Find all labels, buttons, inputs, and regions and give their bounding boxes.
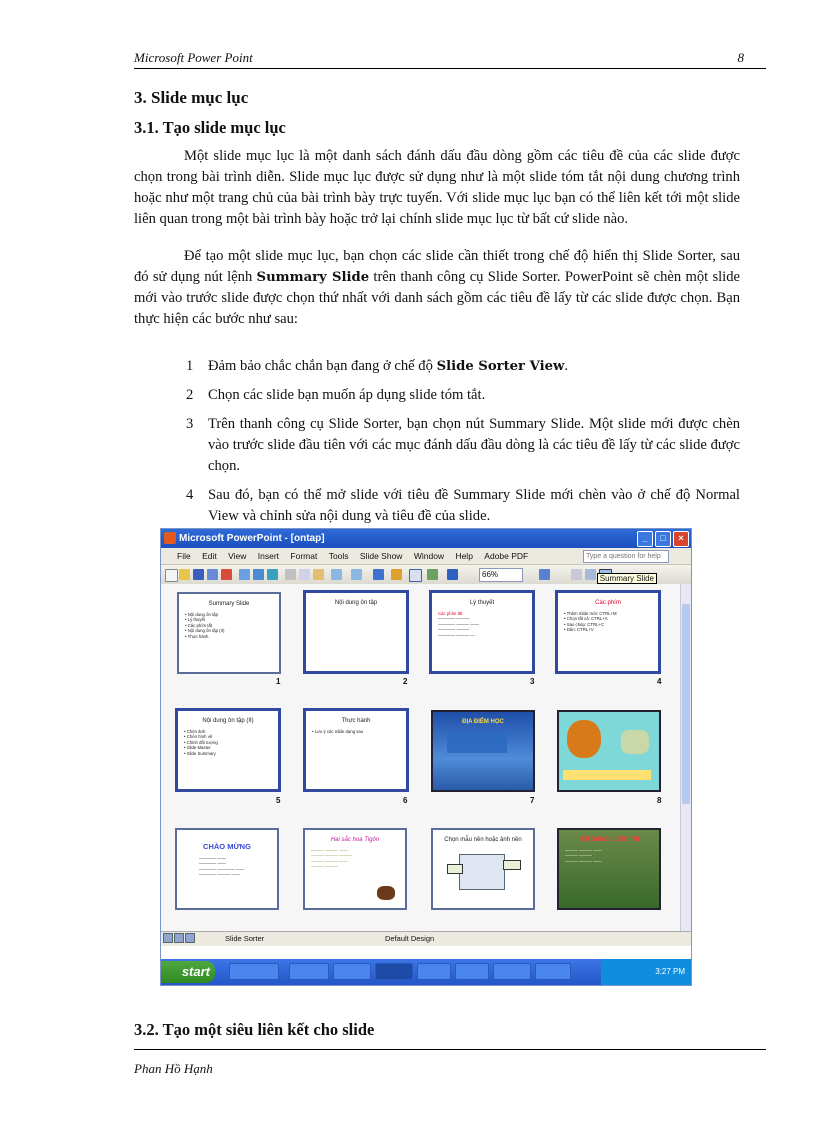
- vertical-scrollbar[interactable]: [680, 584, 691, 931]
- slide-sorter-pane: [161, 584, 681, 931]
- slide-transition-icon[interactable]: [571, 569, 582, 580]
- step-number: 1: [186, 358, 194, 374]
- menu-edit[interactable]: Edit: [202, 551, 217, 561]
- taskbar-item[interactable]: [535, 963, 571, 980]
- step-number: 4: [186, 487, 194, 503]
- para2-text-b: trên thanh công cụ Slide Sorter. PowerPoint sẽ chèn một slide mới vào trước slide được chọn thứ nhất với danh sách gồm các tiêu đề lấy từ các slide được chọn. Bạn thực hiện các bước như sau:: [134, 269, 741, 327]
- color-icon[interactable]: [447, 569, 458, 580]
- slide-bullet: Lưu ý các Slide dạng sau: [314, 729, 364, 734]
- slideshow-view-icon[interactable]: [185, 933, 195, 943]
- hide-slide-icon[interactable]: [585, 569, 596, 580]
- steps-list: [186, 356, 740, 535]
- slide-bullet: Thực hành: [187, 633, 209, 639]
- slide-title: Chọn mẫu nền hoặc ảnh nền: [444, 837, 522, 843]
- header-title: Microsoft Power Point: [134, 50, 253, 65]
- slide-thumbnail[interactable]: [303, 590, 409, 674]
- slide-bullet: Các phím tắt: [187, 622, 213, 628]
- menu-adobe-pdf[interactable]: Adobe PDF: [484, 551, 529, 561]
- minimize-icon[interactable]: _: [637, 531, 653, 547]
- slide-title: NỘI DUNG CUỘC THI: [578, 837, 640, 843]
- preview-icon[interactable]: [253, 569, 264, 580]
- slide-title: Hai sắc hoa Tigôn: [330, 837, 380, 843]
- slide-thumbnail[interactable]: CHÀO MỪNG ———— —— ———— —— ———— ———— —— ———— ——— ——: [175, 828, 279, 910]
- slide-bullet: Chỉnh đối tượng: [186, 739, 218, 745]
- status-view: Slide Sorter: [225, 934, 265, 943]
- chart-icon[interactable]: [427, 569, 438, 580]
- help-icon[interactable]: [539, 569, 550, 580]
- step-item: [186, 356, 740, 377]
- taskbar-item[interactable]: [455, 963, 489, 980]
- slide-thumbnail[interactable]: Nội dung ôn tập (II) • Chèn ảnh • Chèn hình vẽ • Chỉnh đối tượng • Slide Master • Slide Summary: [175, 708, 281, 792]
- slide-title: Nội dung ôn tập: [334, 600, 378, 606]
- slide-title: ĐỊA ĐIỂM HỌC: [462, 719, 504, 725]
- menu-view[interactable]: View: [228, 551, 247, 561]
- new-icon[interactable]: [165, 569, 178, 582]
- paragraph-2: [134, 246, 740, 330]
- slide-number: 6: [403, 796, 408, 805]
- menu-format[interactable]: Format: [290, 551, 318, 561]
- step-item: [186, 485, 740, 527]
- status-design: Default Design: [385, 934, 435, 943]
- permission-icon[interactable]: [207, 569, 218, 580]
- menu-tools[interactable]: Tools: [328, 551, 349, 561]
- window-title: Microsoft PowerPoint - [ontap]: [179, 533, 325, 544]
- spelling-icon[interactable]: [267, 569, 278, 580]
- step-bold: Slide Sorter View: [436, 359, 565, 374]
- menu-help[interactable]: Help: [455, 551, 473, 561]
- paragraph-1: Một slide mục lục là một danh sách đánh dấu đầu dòng gồm các tiêu đề của các slide được chọn trong bài trình diễn. Slide mục lục được sử dụng như là một slide tóm tắt nội dung chương trình hoặc như một trang chủ của bài trình bày trực tuyến. Với slide mục lục bạn có thể liên kết tới một slide liên quan trong một bài trình bày hoặc trở lại chính slide mục lục từ bất cứ slide nào.: [134, 148, 740, 227]
- redo-icon[interactable]: [351, 569, 362, 580]
- status-bar: [161, 931, 691, 946]
- open-icon[interactable]: [179, 569, 190, 580]
- sorter-view-icon[interactable]: [174, 933, 184, 943]
- subsection-title: 3.1. Tạo slide mục lục: [134, 118, 286, 137]
- menu-insert[interactable]: Insert: [257, 551, 280, 561]
- taskbar-item[interactable]: [493, 963, 531, 980]
- slide-bullet: Chèn ảnh: [186, 729, 206, 734]
- slide-bullet: Chèn hình vẽ: [186, 734, 213, 740]
- slide-number: 2: [403, 677, 408, 686]
- slide-thumbnail[interactable]: Thực hành • Lưu ý các Slide dạng sau: [303, 708, 409, 792]
- slide-bullet: Chọn tất cả: CTRL+A: [566, 616, 608, 622]
- step-text: Sau đó, bạn có thể mở slide với tiêu đề Summary Slide mới chèn vào ở chế độ Normal View và chỉnh sửa nội dung và tiêu đề của slide.: [208, 487, 740, 524]
- subsection-2-title: 3.2. Tạo một siêu liên kết cho slide: [134, 1020, 375, 1039]
- slide-number: 5: [276, 796, 281, 805]
- help-search-input[interactable]: Type a question for help: [583, 550, 669, 563]
- normal-view-icon[interactable]: [163, 933, 173, 943]
- lion-image: [567, 720, 601, 758]
- page-header: [134, 48, 766, 69]
- slide-title: Các phím: [595, 600, 621, 606]
- email-icon[interactable]: [221, 569, 232, 580]
- step-text: Đảm bảo chắc chắn bạn đang ở chế độ: [208, 358, 437, 374]
- undo-icon[interactable]: [331, 569, 342, 580]
- slide-title: Thực hành: [341, 718, 371, 724]
- footer-author: Phan Hồ Hạnh: [134, 1061, 213, 1076]
- slide-title: Lý thuyết: [469, 600, 495, 606]
- print-icon[interactable]: [239, 569, 250, 580]
- taskbar-item[interactable]: [417, 963, 451, 980]
- menu-file[interactable]: File: [177, 551, 191, 561]
- slide-bullet: Lý thuyết: [187, 617, 206, 623]
- menu-window[interactable]: Window: [413, 551, 445, 561]
- step-text: Trên thanh công cụ Slide Sorter, bạn chọn nút Summary Slide. Một slide mới được chèn vào trước slide đầu tiên với các mục đánh dấu đầu dòng là các tiêu đề lấy từ các slide được chọn.: [208, 416, 740, 474]
- taskbar-item-powerpoint[interactable]: [375, 963, 413, 980]
- slide-thumbnail[interactable]: [557, 710, 661, 792]
- quick-launch[interactable]: [229, 963, 279, 980]
- slide-number: 1: [276, 677, 281, 686]
- window-titlebar: [161, 529, 691, 548]
- slide-bullet: Các phím tắt: [438, 611, 463, 616]
- close-icon[interactable]: ×: [673, 531, 689, 547]
- slide-thumbnail[interactable]: Hai sắc hoa Tigôn ——— ——— —— ——— ——— ——— ——— ——— —— ——— ———: [303, 828, 407, 910]
- cut-icon[interactable]: [285, 569, 296, 580]
- step-number: 3: [186, 416, 194, 432]
- slide-bullet: Nội dung ôn tập (II): [187, 628, 225, 634]
- clock: 3:27 PM: [655, 967, 685, 976]
- tables-icon[interactable]: [391, 569, 402, 580]
- powerpoint-screenshot: [160, 528, 692, 986]
- squirrel-image: [621, 730, 649, 754]
- para2-text-a: Để tạo một slide mục lục, bạn chọn các slide cần thiết trong chế độ hiển thị Slide Sorter, sau đó sử dụng nút lệnh: [134, 248, 740, 285]
- slide-title: CHÀO MỪNG: [203, 842, 251, 851]
- powerpoint-icon: [164, 532, 176, 544]
- slide-title: Summary Slide: [208, 601, 250, 607]
- slide-number: 3: [530, 677, 535, 686]
- slide-bullet: Dán: CTRL+V: [566, 627, 594, 633]
- slide-thumbnail[interactable]: [431, 828, 535, 910]
- para2-bold: Summary Slide: [256, 270, 370, 285]
- paste-icon[interactable]: [313, 569, 324, 580]
- step-text: Chọn các slide bạn muốn áp dụng slide tóm tắt.: [208, 387, 486, 403]
- section-title: 3. Slide mục lục: [134, 88, 249, 107]
- slide-bullet: Nội dung ôn tập: [187, 612, 219, 617]
- maximize-icon[interactable]: □: [655, 531, 671, 547]
- menu-slideshow[interactable]: Slide Show: [359, 551, 403, 561]
- step-item: [186, 385, 740, 406]
- slide-number: 7: [530, 796, 535, 805]
- summary-slide-icon[interactable]: [409, 569, 422, 582]
- slide-bullet: Sao chép: CTRL+C: [566, 621, 605, 627]
- summary-slide-tooltip: Summary Slide: [597, 573, 657, 584]
- slide-number: 4: [657, 677, 662, 686]
- slide-thumbnail[interactable]: [431, 710, 535, 792]
- start-button[interactable]: start: [161, 961, 215, 983]
- page-number: 8: [737, 50, 744, 65]
- save-icon[interactable]: [193, 569, 204, 580]
- slide-thumbnail[interactable]: NỘI DUNG CUỘC THI ——— ——— —— ——— ——— ——— ——— ——: [557, 828, 661, 910]
- hyperlink-icon[interactable]: [373, 569, 384, 580]
- taskbar: [161, 959, 691, 985]
- slide-bullet: Slide Master: [186, 745, 211, 751]
- slide-title: Nội dung ôn tập (II): [202, 718, 254, 724]
- scroll-thumb[interactable]: [682, 604, 690, 804]
- step-item: [186, 414, 740, 477]
- page-footer: [134, 1049, 766, 1076]
- system-tray: [601, 959, 691, 985]
- slide-thumbnail[interactable]: Summary Slide • Nội dung ôn tập • Lý thuyết • Các phím tắt • Nội dung ôn tập (II) • Thực hành: [177, 592, 281, 674]
- step-number: 2: [186, 387, 194, 403]
- zoom-select[interactable]: 66%: [479, 568, 523, 582]
- slide-number: 8: [657, 796, 662, 805]
- menu-bar: [161, 548, 691, 565]
- taskbar-item[interactable]: [333, 963, 371, 980]
- step-text-end: .: [564, 358, 569, 374]
- slide-thumbnail[interactable]: Lý thuyết Các phím tắt ———— ——— ———— ——— —— ———— ——— ———— ——— —: [429, 590, 535, 674]
- taskbar-item[interactable]: [289, 963, 329, 980]
- slide-bullet: Thêm Slide mới: CTRL+M: [566, 611, 617, 616]
- slide-thumbnail[interactable]: Các phím • Thêm Slide mới: CTRL+M • Chọn tất cả: CTRL+A • Sao chép: CTRL+C • Dán: CTRL+V: [555, 590, 661, 674]
- copy-icon[interactable]: [299, 569, 310, 580]
- slide-bullet: Slide Summary: [186, 750, 216, 756]
